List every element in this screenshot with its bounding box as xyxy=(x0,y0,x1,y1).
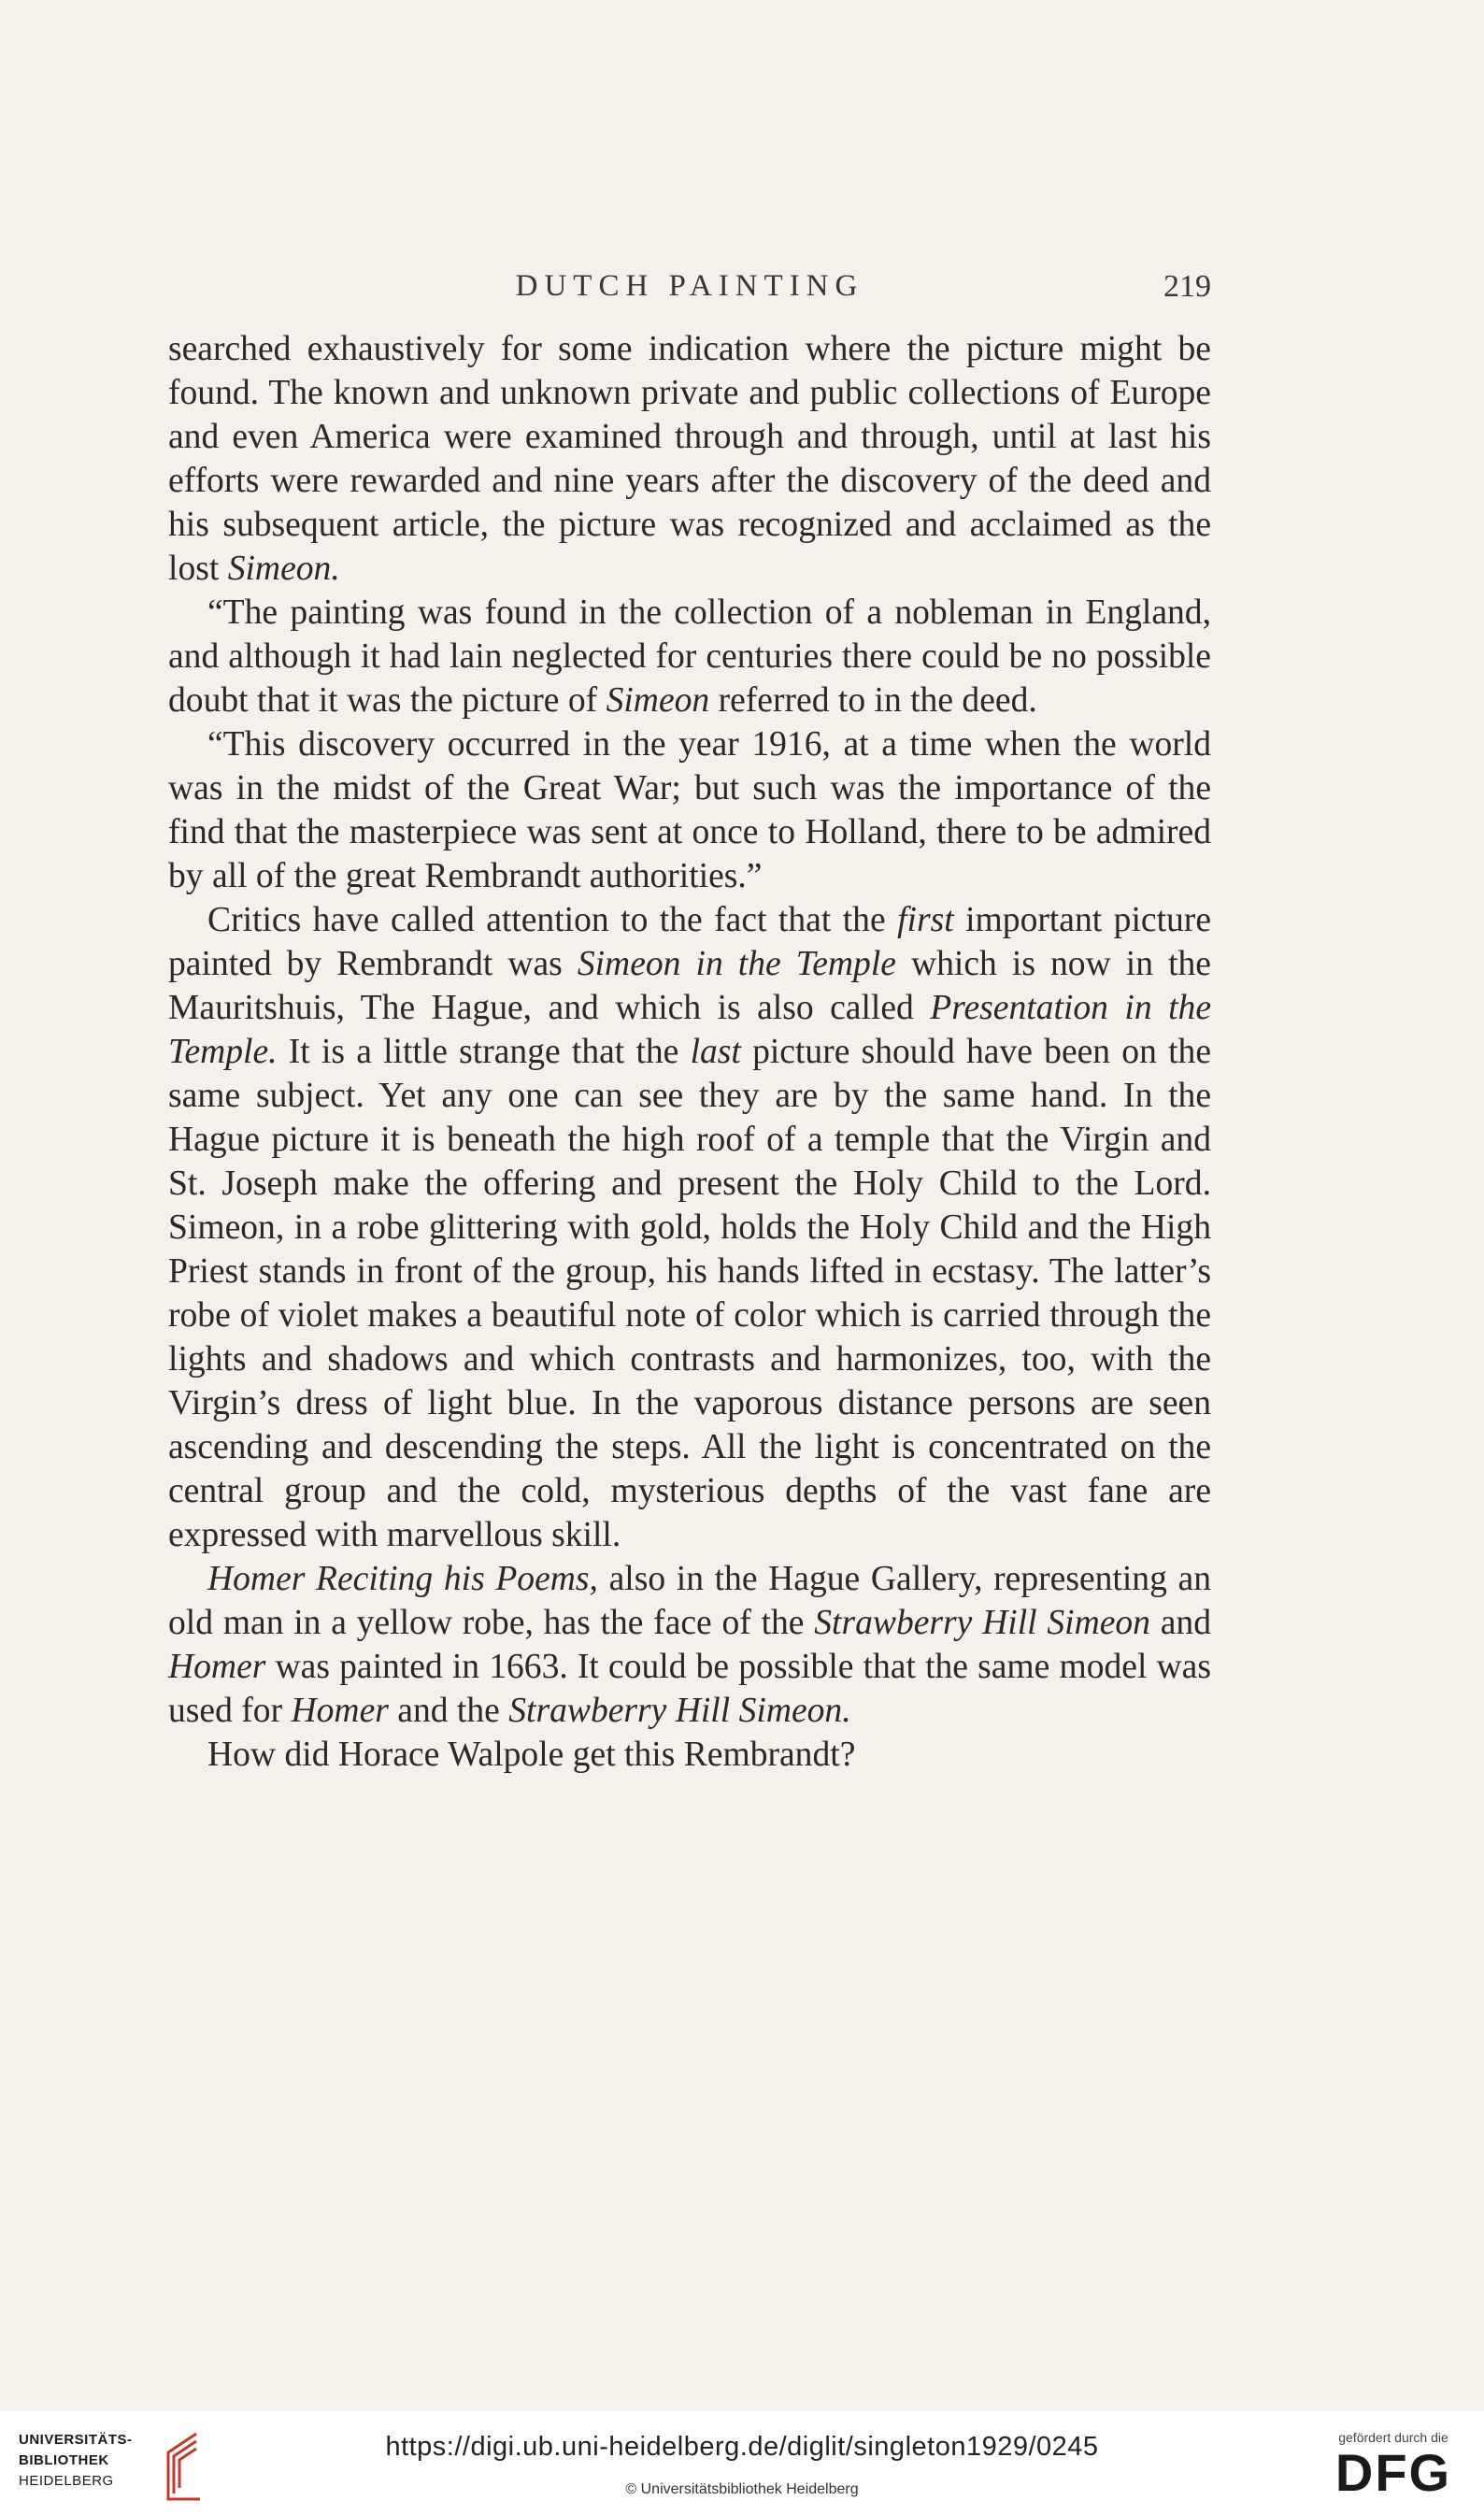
italic-title-text: Homer xyxy=(168,1648,266,1686)
text-run: and the xyxy=(388,1692,509,1730)
italic-title-text: Presentation in the Temple. xyxy=(168,989,1211,1071)
text-run: picture should have been on the same subject. Yet any one can see they are by the same hand. In the Hague picture it is beneath the high roof of a temple that the Virgin and St. Joseph make the offering and present the Holy Child to the Lord. Simeon, in a robe glittering with gold, holds the Holy Child and the High Priest stands in front of the group, his hands lifted in ecstasy. The latter’s robe of violet makes a beautiful note of color which is carried through the lights and shadows and which contrasts and harmonizes, too, with the Virgin’s dress of light blue. In the vaporous distance persons are seen ascending and descending the steps. All the light is concentrated on the central group and the cold, mysterious depths of the vast fane are expressed with marvellous skill. xyxy=(168,1033,1211,1554)
text-run: “The painting was found in the collection of a nobleman in England, and although it had lain neglected for centuries there could be no possible doubt that it was the picture of xyxy=(168,593,1211,720)
paragraph xyxy=(168,327,1211,591)
text-run: “This discovery occurred in the year 1916, at a time when the world was in the midst of the Great War; but such was the importance of the find that the masterpiece was sent at once to Holland, there to be admired by all of the great Rembrandt authorities.” xyxy=(168,725,1211,895)
dfg-funder[interactable] xyxy=(1323,2430,1463,2505)
italic-title-text: Simeon xyxy=(606,681,710,720)
italic-title-text: Homer Reciting his Poems, xyxy=(207,1560,598,1598)
text-run: How did Horace Walpole get this Rembrandt? xyxy=(207,1736,856,1774)
italic-title-text: Homer xyxy=(291,1692,389,1730)
italic-title-text: Simeon. xyxy=(227,550,340,588)
text-run: important picture painted by Rembrandt was xyxy=(168,901,1211,983)
text-run: which is now in the Mauritshuis, The Hague, and which is also called xyxy=(168,945,1211,1027)
copyright-notice: © Universitätsbibliothek Heidelberg xyxy=(625,2481,859,2497)
text-run: referred to in the deed. xyxy=(709,681,1037,720)
body-text xyxy=(168,327,1211,1777)
page-number: 219 xyxy=(1163,269,1211,304)
italic-title-text: Simeon in the Temple xyxy=(577,945,896,983)
permalink-url[interactable]: https://digi.ub.uni-heidelberg.de/diglit/singleton1929/0245 xyxy=(385,2432,1099,2462)
italic-title-text: Strawberry Hill Simeon. xyxy=(508,1692,851,1730)
text-run: also in the Hague Gallery, representing an old man in a yellow robe, has the face of the xyxy=(168,1560,1211,1642)
library-name-line: UNIVERSITÄTS- xyxy=(19,2432,133,2448)
running-head xyxy=(168,269,1211,310)
italic-title-text: Strawberry Hill Simeon xyxy=(814,1604,1150,1642)
library-name-line: BIBLIOTHEK xyxy=(19,2452,109,2468)
paragraph xyxy=(168,898,1211,1557)
paragraph xyxy=(168,1733,1211,1777)
text-run: was painted in 1663. It could be possible that the same model was used for xyxy=(168,1648,1211,1730)
italic-title-text: last xyxy=(690,1033,741,1071)
library-name-line: HEIDELBERG xyxy=(19,2473,114,2489)
paragraph xyxy=(168,722,1211,898)
text-run: It is a little strange that the xyxy=(277,1033,691,1071)
paragraph xyxy=(168,591,1211,722)
paragraph xyxy=(168,1557,1211,1733)
digitization-footer xyxy=(0,2411,1484,2515)
dfg-logo-icon: DFG xyxy=(1334,2443,1452,2502)
funder-note: gefördert durch die xyxy=(1338,2430,1448,2445)
text-run: searched exhaustively for some indication where the picture might be found. The known and unknown private and public collections of Europe and even America were examined through and through, until at last his efforts were rewarded and nine years after the discovery of the deed and his subsequent article, the picture was recognized and acclaimed as the lost xyxy=(168,330,1211,588)
italic-title-text: first xyxy=(897,901,954,939)
text-run: Critics have called attention to the fact that the xyxy=(207,901,898,939)
running-head-title: DUTCH PAINTING xyxy=(515,269,864,303)
text-run: and xyxy=(1149,1604,1211,1642)
